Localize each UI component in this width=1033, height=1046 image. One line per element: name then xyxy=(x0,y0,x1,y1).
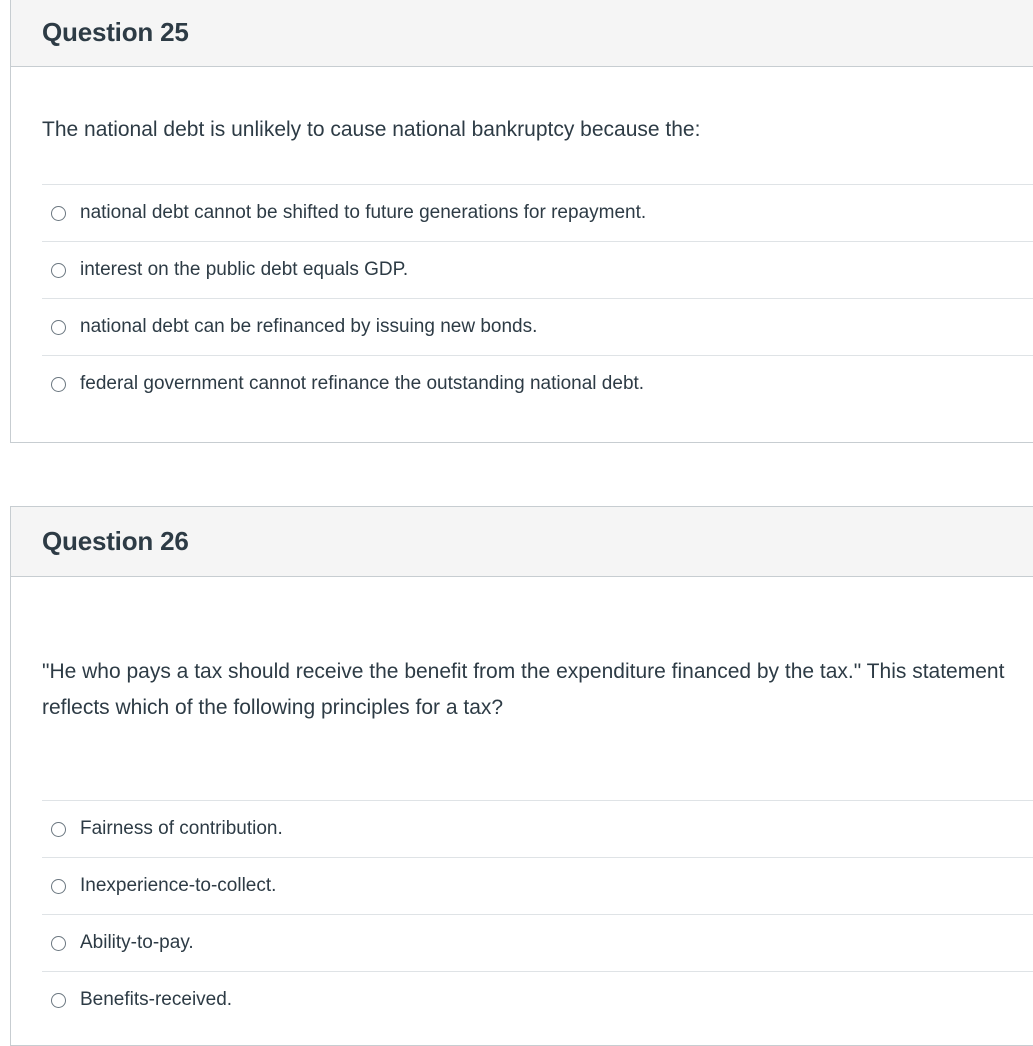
question-title: Question 25 xyxy=(42,17,189,47)
answer-label[interactable]: national debt cannot be shifted to future generations for repayment. xyxy=(80,202,647,223)
question-title: Question 26 xyxy=(42,526,189,556)
answer-label[interactable]: Benefits-received. xyxy=(80,989,233,1010)
answer-option[interactable] xyxy=(42,184,1033,241)
radio-button[interactable] xyxy=(51,263,66,278)
answer-list xyxy=(42,800,1033,1028)
answer-option[interactable] xyxy=(42,857,1033,914)
answer-label[interactable]: Fairness of contribution. xyxy=(80,818,283,839)
radio-button[interactable] xyxy=(51,879,66,894)
answer-option[interactable] xyxy=(42,800,1033,857)
answer-label[interactable]: Ability-to-pay. xyxy=(80,932,194,953)
answer-label[interactable]: Inexperience-to-collect. xyxy=(80,875,277,896)
answer-option[interactable] xyxy=(42,355,1033,412)
radio-button[interactable] xyxy=(51,993,66,1008)
answer-option[interactable] xyxy=(42,241,1033,298)
question-25-card xyxy=(10,0,1033,443)
answer-list xyxy=(42,184,1033,412)
radio-button[interactable] xyxy=(51,320,66,335)
answer-label[interactable]: national debt can be refinanced by issuing new bonds. xyxy=(80,316,538,337)
question-header xyxy=(11,507,1033,577)
answer-label[interactable]: federal government cannot refinance the outstanding national debt. xyxy=(80,373,645,394)
answer-option[interactable] xyxy=(42,971,1033,1028)
radio-button[interactable] xyxy=(51,936,66,951)
answer-option[interactable] xyxy=(42,298,1033,355)
question-26-card xyxy=(10,506,1033,1046)
radio-button[interactable] xyxy=(51,377,66,392)
question-header xyxy=(11,0,1033,67)
answer-label[interactable]: interest on the public debt equals GDP. xyxy=(80,259,409,280)
radio-button[interactable] xyxy=(51,206,66,221)
question-text: The national debt is unlikely to cause national bankruptcy because the: xyxy=(42,118,701,141)
question-text: "He who pays a tax should receive the benefit from the expenditure financed by the tax." This statement reflects which of the following principles for a tax? xyxy=(42,660,1005,719)
answer-option[interactable] xyxy=(42,914,1033,971)
radio-button[interactable] xyxy=(51,822,66,837)
